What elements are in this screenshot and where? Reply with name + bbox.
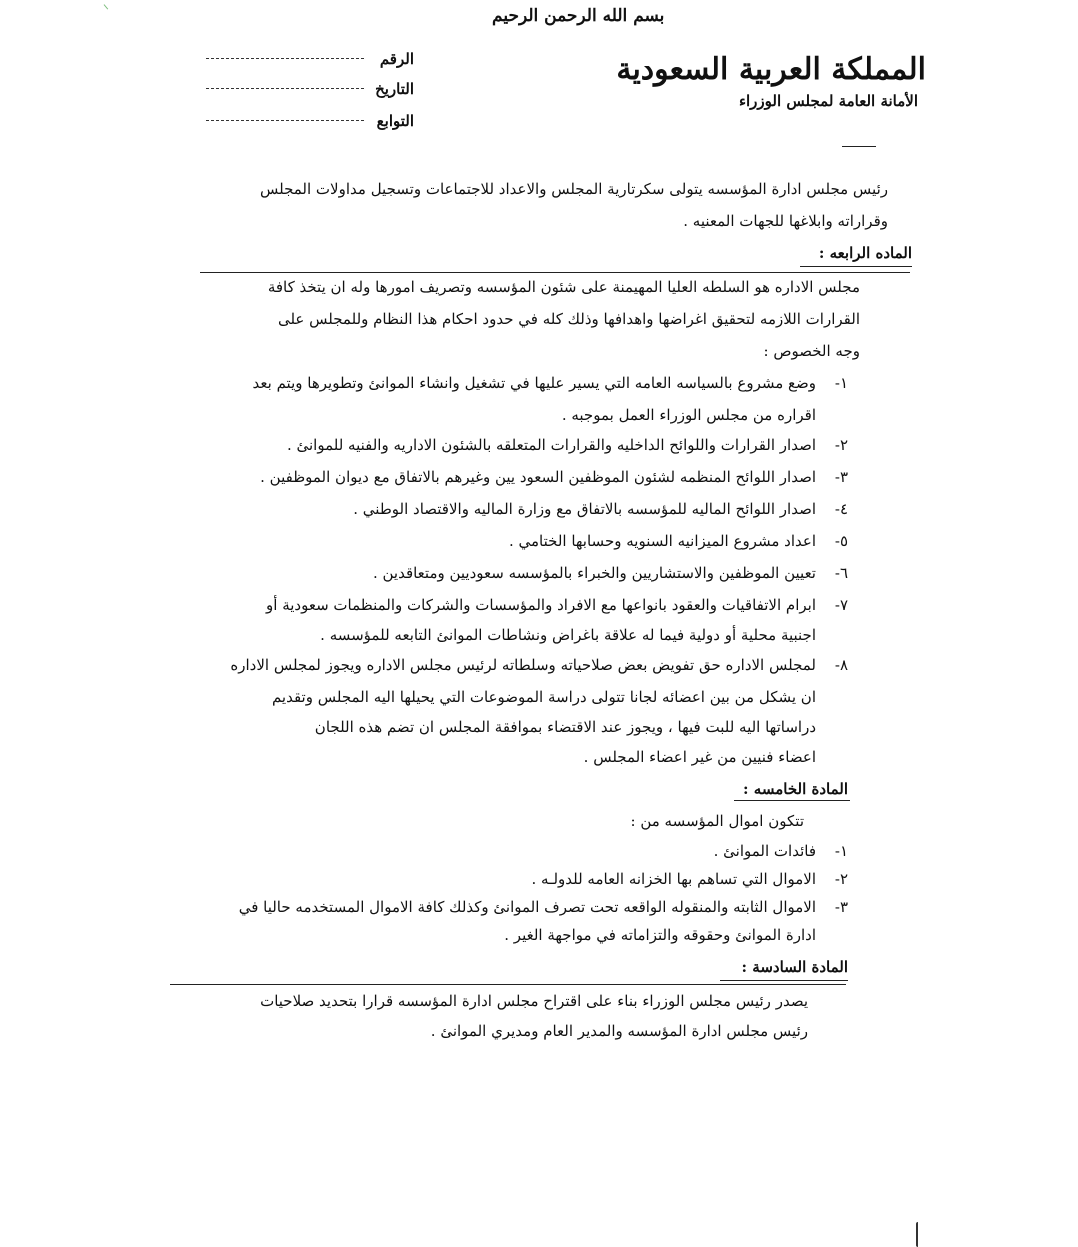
article4-top-rule [200,272,910,273]
meta-date-line [206,88,364,89]
article5-heading-underline [734,800,850,801]
intro-line-1: رئيس مجلس ادارة المؤسسه يتولى سكرتارية المجلس والاعداد للاجتماعات وتسجيل مداولات المجلس [259,180,888,198]
article4-item8-num: ٨- [834,656,848,674]
article4-item5-num: ٥- [834,532,848,550]
corner-mark [104,0,118,9]
article4-item7-num: ٧- [834,596,848,614]
article5-item3-line2: ادارة الموانئ وحقوقه والتزاماته في مواجهة الغير . [504,926,816,944]
article4-item4-line1: اصدار اللوائح الماليه للمؤسسه بالاتفاق مع وزارة الماليه والاقتصاد الوطني . [353,500,816,518]
article5-heading: المادة الخامسه : [743,780,848,798]
article4-item5-line1: اعداد مشروع الميزانيه السنويه وحسابها الختامي . [508,532,816,550]
article5-item1-num: ١- [834,842,848,860]
article5-item2-line1: الاموال التي تساهم بها الخزانه العامه للدولـه . [531,870,816,888]
article6-heading-underline [720,980,848,981]
article5-item3-line1: الاموال الثابته والمنقوله الواقعه تحت تصرف الموانئ وكذلك كافة الاموال المستخدمه حاليا في [238,898,816,916]
article4-item8-line3: دراساتها اليه للبت فيها ، ويجوز عند الاقتضاء بموافقة المجلس ان تضم هذه اللجان [314,718,816,736]
article4-item4-num: ٤- [834,500,848,518]
article4-item3-num: ٣- [834,468,848,486]
article4-line-3: وجه الخصوص : [763,342,860,360]
article4-item6-line1: تعيين الموظفين والاستشاريين والخبراء بالمؤسسه سعوديين ومتعاقدين . [372,564,816,582]
letterhead-logo-line2: الأمانة العامة لمجلس الوزراء [738,92,918,110]
article6-heading: المادة السادسة : [741,958,848,976]
article4-item7-line2: اجنبية محلية أو دولية فيما له علاقة باغراض ونشاطات الموانئ التابعه للمؤسسه . [320,626,816,644]
article4-item6-num: ٦- [834,564,848,582]
letterhead-rule [842,146,876,147]
article6-top-rule [170,984,846,985]
article4-item2-line1: اصدار القرارات واللوائح الداخليه والقرارات المتعلقه بالشئون الاداريه والفنيه للموانئ . [286,436,816,454]
meta-attachments-line [206,120,364,121]
letterhead-logo-line1: المملكة العربية السعودية [616,52,926,87]
article6-line-2: رئيس مجلس ادارة المؤسسه والمدير العام ومديري الموانئ . [430,1022,808,1040]
article6-line-1: يصدر رئيس مجلس الوزراء بناء على اقتراح مجلس ادارة المؤسسه قرارا بتحديد صلاحيات [260,992,808,1010]
page-edge-mark [916,1222,922,1247]
article5-item1-line1: فائدات الموانئ . [713,842,816,860]
article4-line-1: مجلس الاداره هو السلطه العليا المهيمنة على شئون المؤسسه وتصريف امورها وله ان يتخذ كافة [267,278,860,296]
article4-item2-num: ٢- [834,436,848,454]
article5-intro: تتكون اموال المؤسسه من : [630,812,804,830]
article4-heading: الماده الرابعه : [818,244,912,262]
article4-item8-line4: اعضاء فنيين من غير اعضاء المجلس . [583,748,816,766]
basmala: بسم الله الرحمن الرحيم [492,6,665,26]
article4-item8-line1: لمجلس الاداره حق تفويض بعض صلاحياته وسلطاته لرئيس مجلس الاداره ويجوز لمجلس الاداره [230,656,816,674]
article4-item1-line2: اقراره من مجلس الوزراء العمل بموجبه . [561,406,816,424]
meta-attachments-label: التوابع [376,112,414,130]
article5-item3-num: ٣- [834,898,848,916]
article4-line-2: القرارات اللازمه لتحقيق اغراضها واهدافها وذلك كله في حدود احكام هذا النظام وللمجلس على [277,310,860,328]
meta-date-label: التاريخ [375,80,414,98]
article5-item2-num: ٢- [834,870,848,888]
article4-item1-line1: وضع مشروع بالسياسه العامه التي يسير عليها في تشغيل وانشاء الموانئ وتطويرها ويتم بعد [252,374,816,392]
article4-item3-line1: اصدار اللوائح المنظمه لشئون الموظفين السعود يين وغيرهم بالاتفاق مع ديوان الموظفين . [260,468,816,486]
article4-heading-underline [800,266,912,267]
meta-number-line [206,58,364,59]
meta-number-label: الرقم [379,50,414,68]
article4-item1-num: ١- [834,374,848,392]
article4-item8-line2: ان يشكل من بين اعضائه لجانا تتولى دراسة الموضوعات التي يحيلها اليه المجلس وتقديم [271,688,816,706]
article4-item7-line1: ابرام الاتفاقيات والعقود بانواعها مع الافراد والمؤسسات والشركات والمنظمات سعودية أو [266,596,816,614]
intro-line-2: وقراراته وابلاغها للجهات المعنيه . [683,212,888,230]
